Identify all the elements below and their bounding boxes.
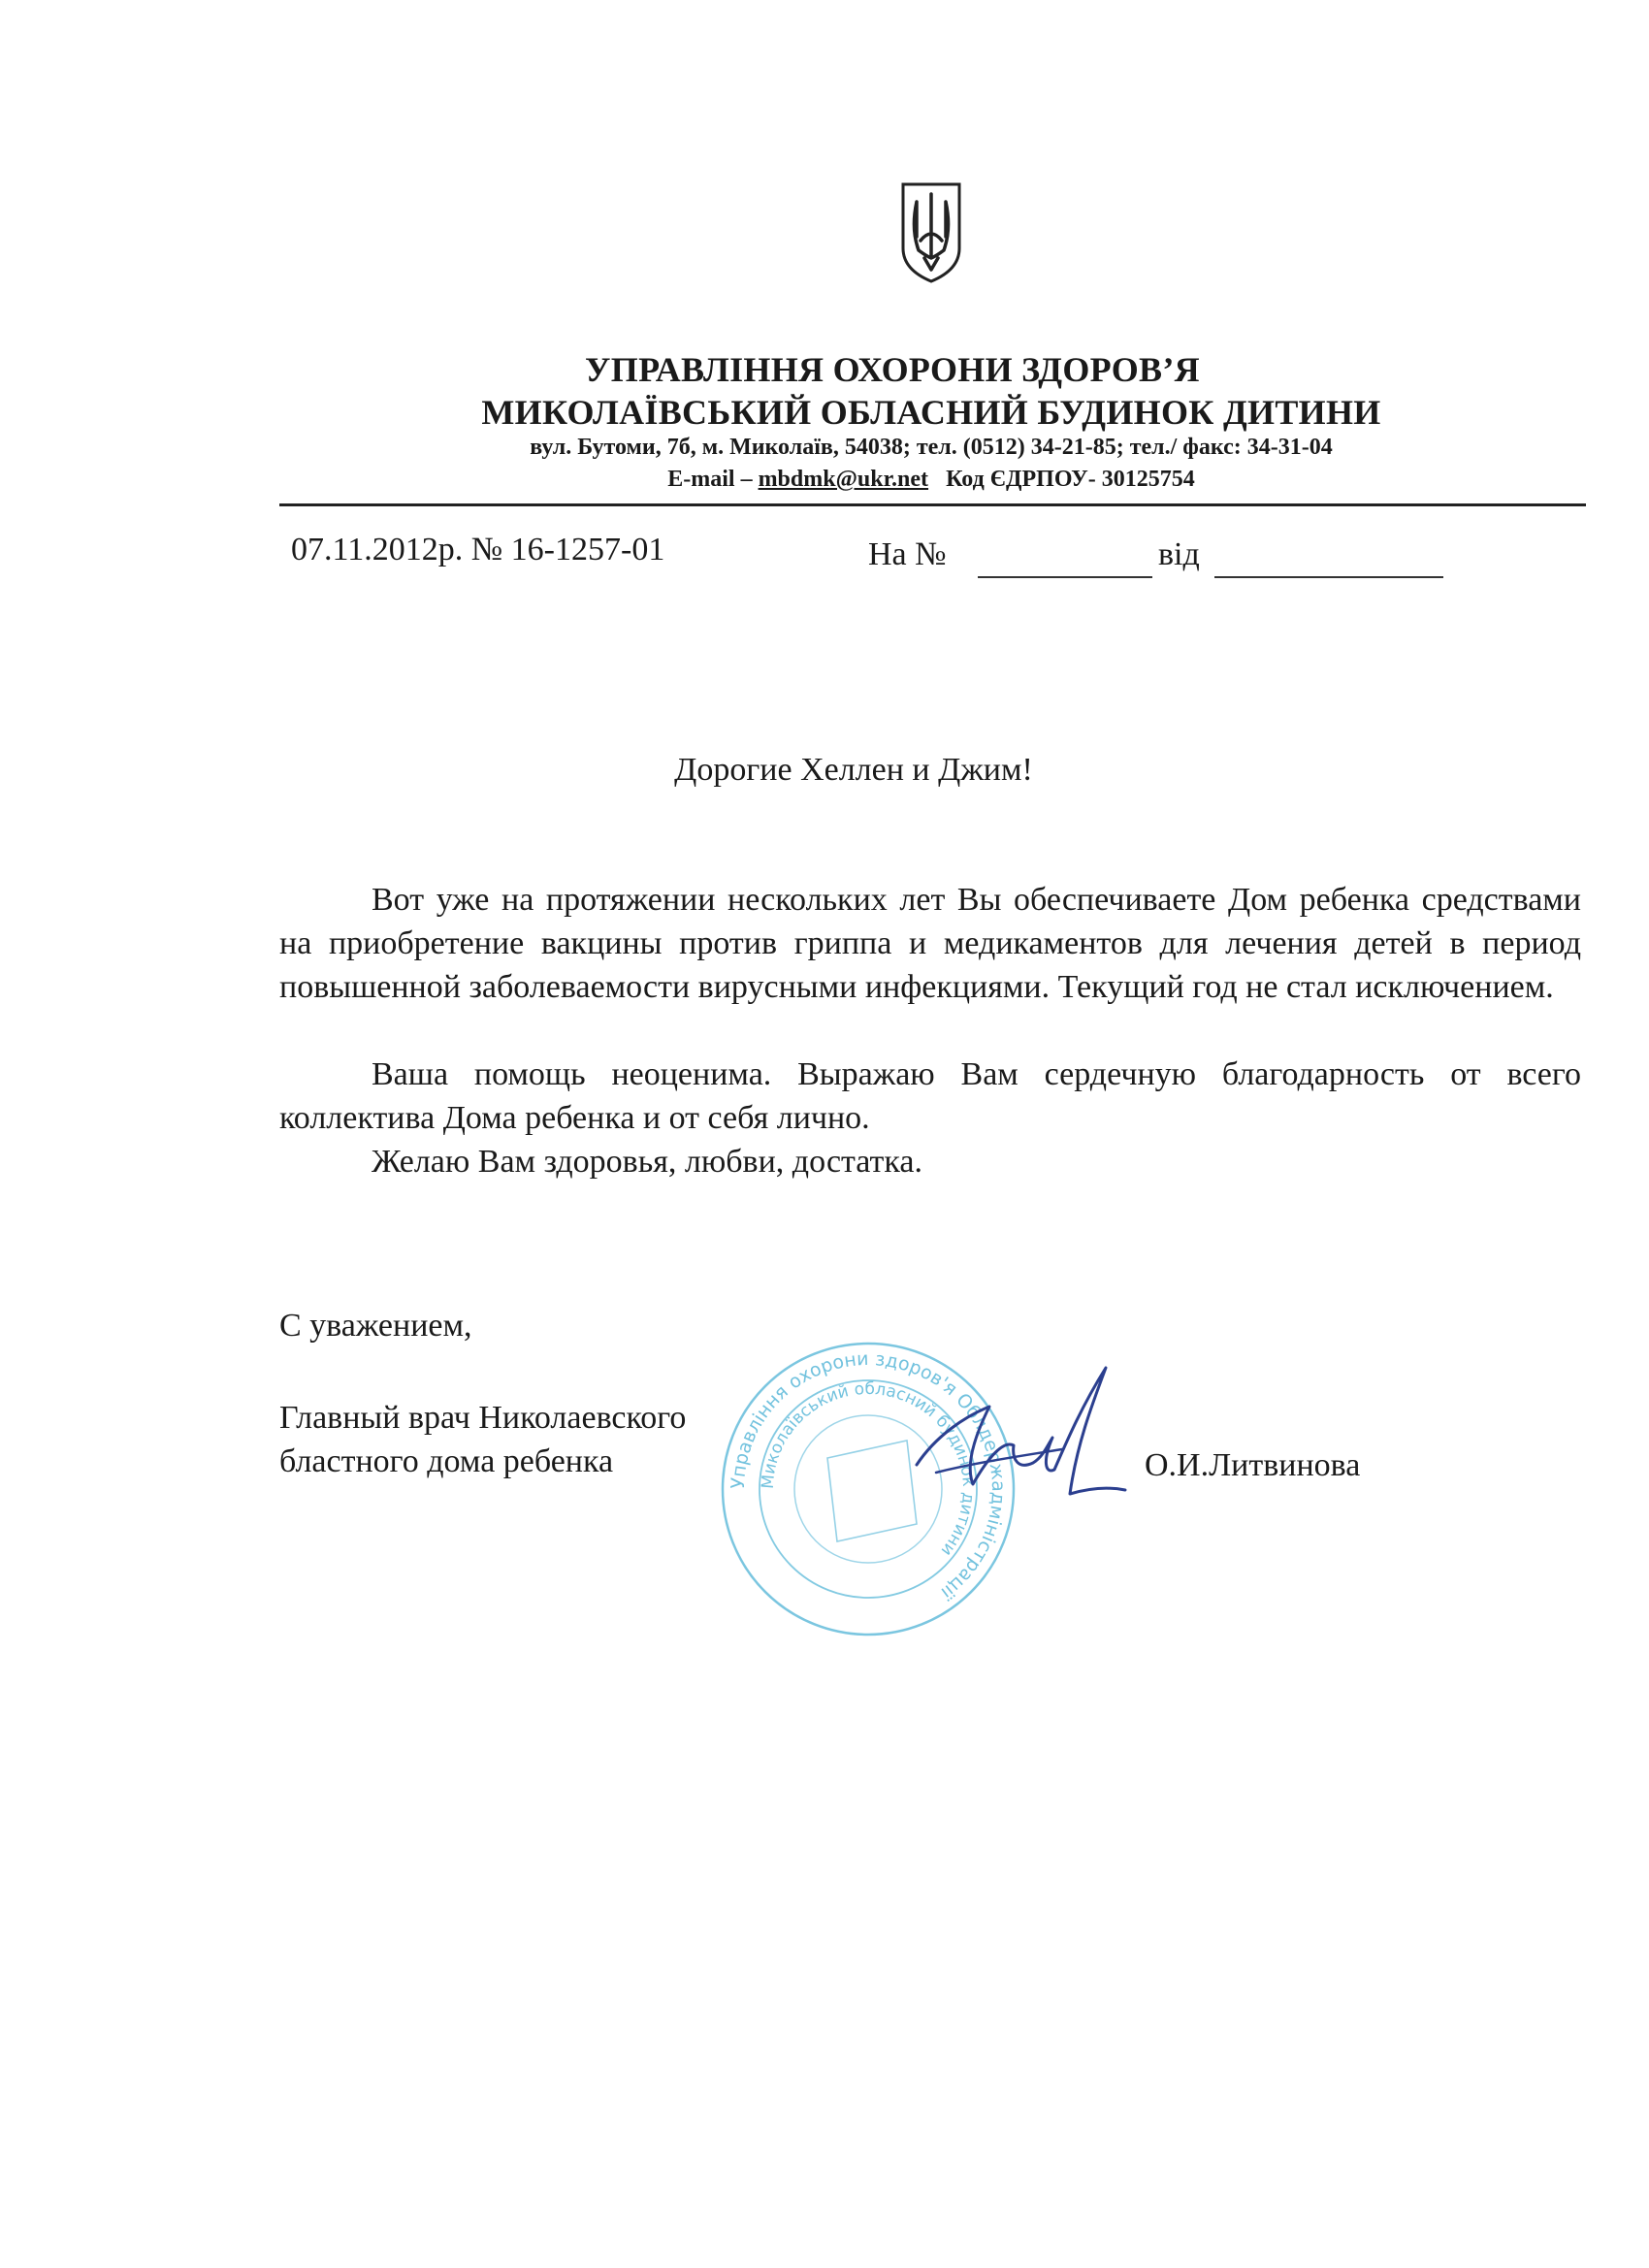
header-divider: [279, 503, 1586, 506]
incoming-date-blank: [1214, 576, 1443, 578]
body-paragraph-1: Вот уже на протяжении нескольких лет Вы обеспечиваете Дом ребенка средствами на приобретение вакцины против гриппа и медикаментов для лечения детей в период повышенной заболеваемости вирусными инфекциями. Текущий год не стал исключением.: [279, 882, 1581, 1005]
handwritten-signature: [897, 1348, 1130, 1523]
letterhead-title-1: УПРАВЛІННЯ ОХОРОНИ ЗДОРОВ’Я: [585, 350, 1200, 389]
incoming-number-blank: [978, 576, 1152, 578]
letterhead-contacts: [436, 467, 1426, 493]
body-paragraph-2: Ваша помощь неоценима. Выражаю Вам сердечную благодарность от всего коллектива Дома ребенка и от себя лично.: [279, 1056, 1581, 1136]
greeting: Дорогие Хеллен и Джим!: [674, 752, 1033, 788]
trident-emblem-icon: [897, 180, 965, 283]
letterhead-title-2: МИКОЛАЇВСЬКИЙ ОБЛАСНИЙ БУДИНОК ДИТИНИ: [481, 393, 1381, 432]
outgoing-reference: 07.11.2012р. № 16-1257-01: [291, 532, 665, 567]
incoming-date-label: від: [1158, 536, 1200, 572]
letterhead-address: вул. Бутоми, 7б, м. Миколаїв, 54038; тел. (0512) 34-21-85; тел./ факс: 34-31-04: [530, 435, 1333, 460]
edrpou-code: Код ЄДРПОУ- 30125754: [946, 467, 1195, 492]
svg-text:Миколаївський обласний будинок: Миколаївський обласний будинок дитини: [758, 1378, 979, 1560]
signer-name: О.И.Литвинова: [1145, 1447, 1361, 1483]
signer-position-line-1: Главный врач Николаевского: [279, 1400, 687, 1436]
email-link[interactable]: mbdmk@ukr.net: [758, 467, 929, 492]
signer-position-line-2: бластного дома ребенка: [279, 1443, 614, 1479]
svg-text:Управління охорони здоров'я Об: Управління охорони здоров'я Облдержадміністрації: [727, 1347, 1010, 1604]
body-paragraph-3: Желаю Вам здоровья, любви, достатка.: [372, 1144, 922, 1180]
incoming-number-label: На №: [868, 536, 947, 572]
email-label: E-mail –: [667, 467, 759, 492]
closing: С уважением,: [279, 1308, 472, 1344]
